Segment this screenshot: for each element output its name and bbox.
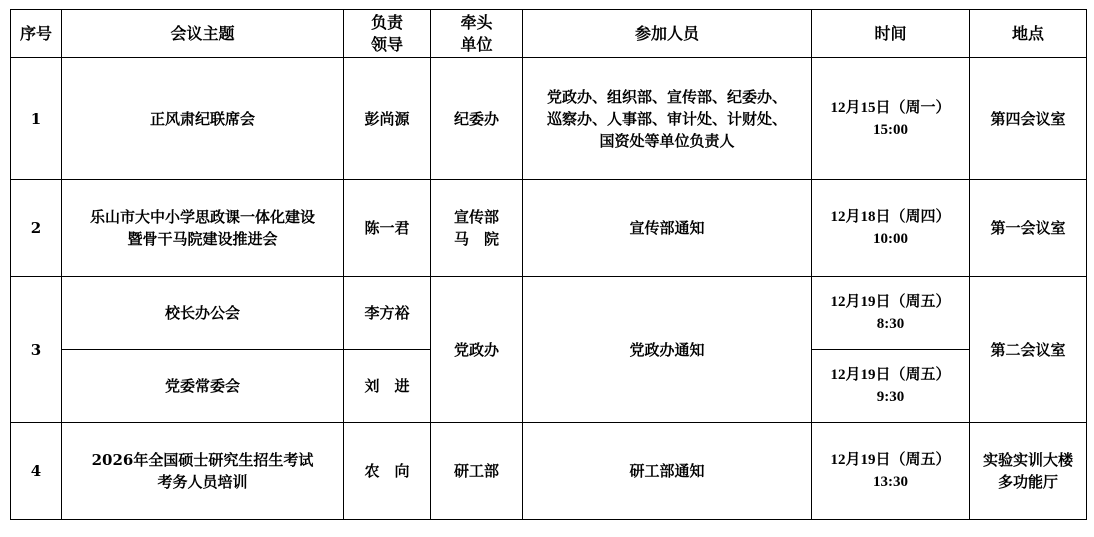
- meeting-schedule-table: [10, 9, 1087, 520]
- cell-seq: 1: [11, 58, 62, 180]
- cell-time: 12月15日（周一） 15:00: [812, 58, 970, 180]
- cell-participants: 党政办、组织部、宣传部、纪委办、 巡察办、人事部、审计处、计财处、 国资处等单位负责人: [523, 58, 812, 180]
- cell-participants: 党政办通知: [523, 277, 812, 423]
- cell-leader: 农 向: [344, 423, 431, 520]
- cell-time: 12月19日（周五） 9:30: [812, 350, 970, 423]
- header-location: 地点: [970, 10, 1087, 58]
- cell-topic: 正风肃纪联席会: [62, 58, 344, 180]
- table-row: [11, 277, 1087, 350]
- cell-time: 12月19日（周五） 8:30: [812, 277, 970, 350]
- cell-seq: 3: [11, 277, 62, 423]
- header-lead-unit: 牵头 单位: [431, 10, 523, 58]
- header-seq: 序号: [11, 10, 62, 58]
- header-topic: 会议主题: [62, 10, 344, 58]
- cell-leader: 陈一君: [344, 180, 431, 277]
- cell-location: 第四会议室: [970, 58, 1087, 180]
- table-row: [11, 58, 1087, 180]
- header-time: 时间: [812, 10, 970, 58]
- cell-leader: 彭尚源: [344, 58, 431, 180]
- cell-location: 第一会议室: [970, 180, 1087, 277]
- cell-lead-unit: 宣传部 马 院: [431, 180, 523, 277]
- cell-location: 实验实训大楼 多功能厅: [970, 423, 1087, 520]
- table-row: [11, 180, 1087, 277]
- cell-lead-unit: 纪委办: [431, 58, 523, 180]
- cell-participants: 研工部通知: [523, 423, 812, 520]
- header-participants: 参加人员: [523, 10, 812, 58]
- cell-topic: 校长办公会: [62, 277, 344, 350]
- cell-topic: 乐山市大中小学思政课一体化建设 暨骨干马院建设推进会: [62, 180, 344, 277]
- cell-seq: 2: [11, 180, 62, 277]
- cell-leader: 李方裕: [344, 277, 431, 350]
- cell-lead-unit: 研工部: [431, 423, 523, 520]
- cell-lead-unit: 党政办: [431, 277, 523, 423]
- cell-participants: 宣传部通知: [523, 180, 812, 277]
- header-row: [11, 10, 1087, 58]
- cell-topic: 党委常委会: [62, 350, 344, 423]
- table-row: [11, 423, 1087, 520]
- cell-time: 12月18日（周四） 10:00: [812, 180, 970, 277]
- cell-seq: 4: [11, 423, 62, 520]
- header-leader: 负责 领导: [344, 10, 431, 58]
- cell-location: 第二会议室: [970, 277, 1087, 423]
- cell-topic: 2026年全国硕士研究生招生考试 考务人员培训: [62, 423, 344, 520]
- cell-leader: 刘 进: [344, 350, 431, 423]
- cell-time: 12月19日（周五） 13:30: [812, 423, 970, 520]
